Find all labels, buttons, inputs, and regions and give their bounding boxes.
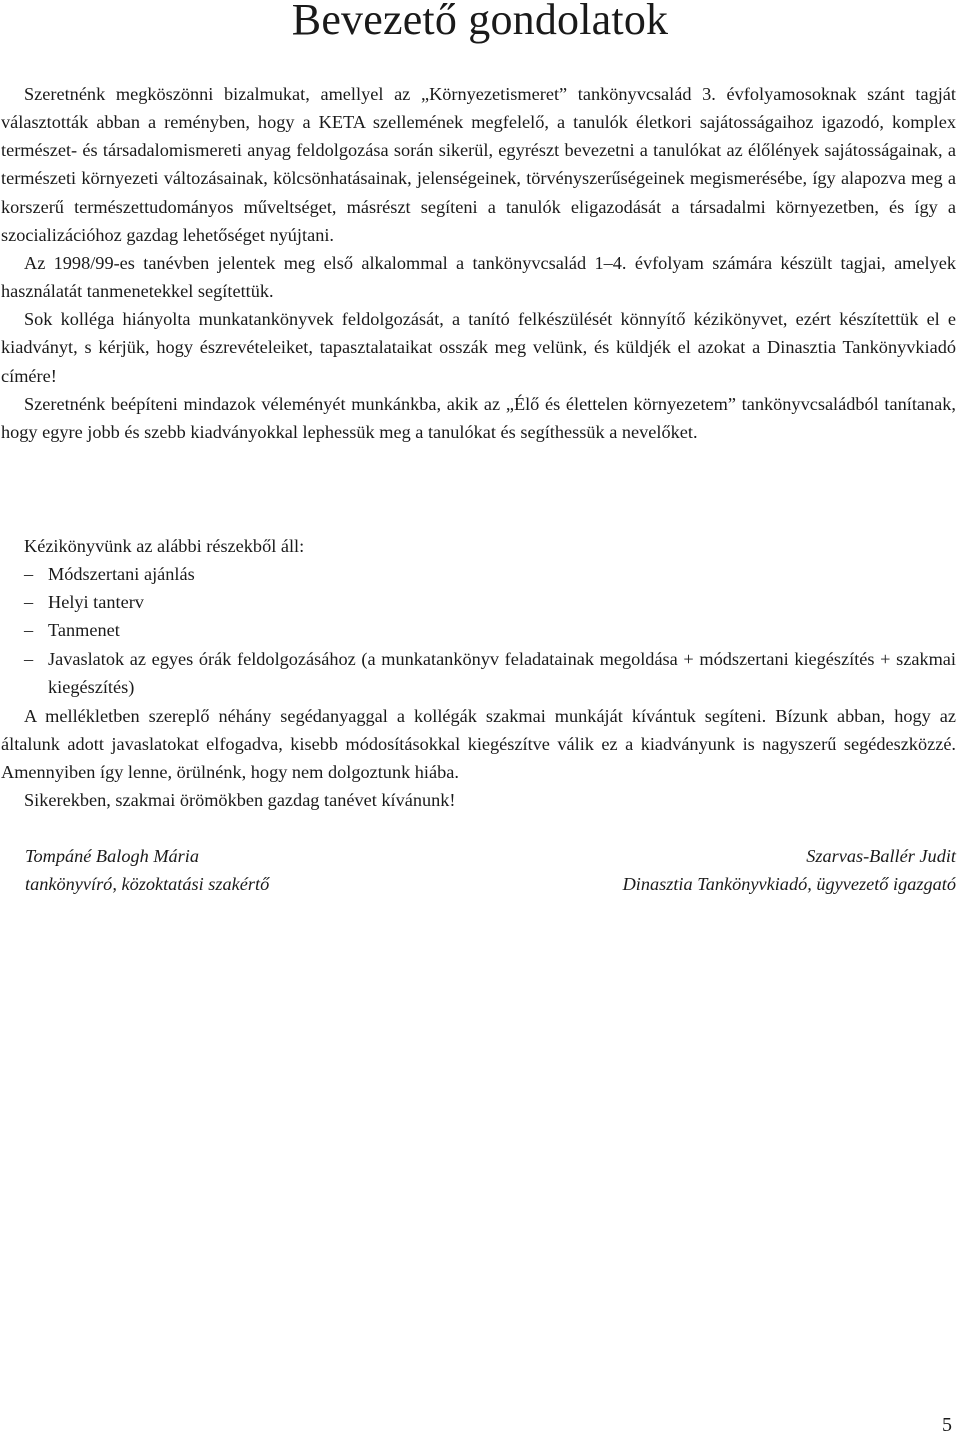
list-dash: – [24, 592, 34, 613]
paragraph-feedback: Szeretnénk beépíteni mindazok véleményét munkánkba, akik az „Élő és élettelen környezetem” tankönyvcsaládból tanítanak, hogy egyre jobb és szebb kiadványokkal lephessük meg a tanulókat és segíthessük a nevelőket. [1, 393, 956, 442]
signature-right-name: Szarvas-Ballér Judit [806, 846, 956, 866]
list-dash: – [24, 648, 34, 669]
list-dash: – [24, 564, 34, 585]
closing-section [1, 702, 956, 815]
list-item-text: Módszertani ajánlás [48, 564, 195, 585]
contents-section [1, 532, 956, 701]
list-item-text: Helyi tanterv [48, 592, 144, 613]
list-item [1, 560, 956, 588]
signature-right [623, 842, 956, 898]
page-number: 5 [942, 1414, 952, 1436]
paragraph-appendix: A mellékletben szereplő néhány segédanyaggal a kollégák szakmai munkáját kívántuk segíteni. Bízunk abban, hogy az általunk adott javaslatokat elfogadva, kisebb módosításokkal kiegészítve válik ez a kiadványunk is nagyszerű segédeszközzé. Amennyiben így lenne, örülnénk, hogy nem dolgoztunk hiába. [1, 706, 956, 783]
list-item-text: Tanmenet [48, 620, 120, 641]
list-item [1, 645, 956, 701]
contents-list [1, 560, 956, 701]
paragraph-handbook-reason: Sok kolléga hiányolta munkatankönyvek feldolgozását, a tanító felkészülését könnyítő kézikönyvet, ezért készítettük el e kiadványt, s kérjük, hogy észrevételeiket, tapasztalataikat osszák meg velünk, és küldjék el azokat a Dinasztia Tankönyvkiadó címére! [1, 309, 956, 386]
signature-left-role: tankönyvíró, közoktatási szakértő [25, 874, 270, 895]
list-item [1, 588, 956, 616]
signature-left-name: Tompáné Balogh Mária [25, 846, 200, 866]
intro-section [1, 80, 956, 446]
signature-right-role: Dinasztia Tankönyvkiadó, ügyvezető igazgató [622, 874, 956, 895]
list-item [1, 616, 956, 644]
list-dash: – [24, 620, 34, 641]
paragraph-publication: Az 1998/99-es tanévben jelentek meg első alkalommal a tankönyvcsalád 1–4. évfolyam számára készült tagjai, amelyek használatát tanmenetekkel segítettük. [1, 252, 956, 302]
signature-left [25, 842, 269, 898]
paragraph-thanks: Szeretnénk megköszönni bizalmukat, amellyel az „Környezetismeret” tankönyvcsalád 3. évfolyamosoknak szánt tagját választották abban a reményben, hogy a KETA szellemének megfelelő, a tanulók életkori sajátosságaihoz igazodó, komplex természet- és társadalomismereti anyag feldolgozása során sikerül, egyrészt bevezetni a tanulókat az élőlények sajátosságainak, a természeti környezeti változásainak, kölcsönhatásainak, jelenségeinek, törvényszerűségeinek megismerésébe, így alapozva meg a korszerű természettudományos műveltséget, másrészt segíteni a tanulók eligazodását a társadalmi környezetben, és így a szocializációhoz gazdag lehetőséget nyújtani. [1, 84, 956, 245]
page-title: Bevezető gondolatok [291, 0, 669, 44]
list-item-text: Javaslatok az egyes órák feldolgozásához (a munkatankönyv feladatainak megoldása + módszertani kiegészítés + szakmai kiegészítés) [48, 648, 956, 697]
paragraph-wishes: Sikerekben, szakmai örömökben gazdag tanévet kívánunk! [24, 790, 456, 811]
list-intro: Kézikönyvünk az alábbi részekből áll: [24, 536, 305, 556]
